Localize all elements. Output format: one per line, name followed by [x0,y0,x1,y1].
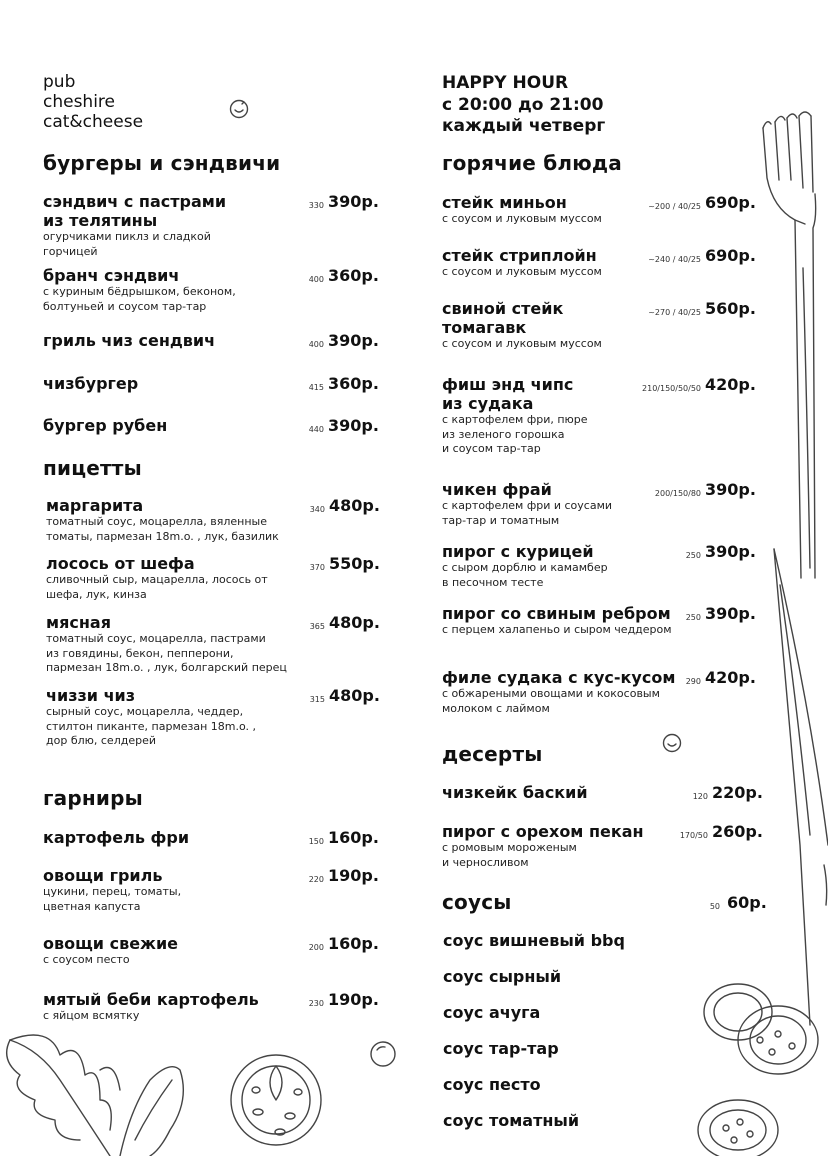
item-name: томагавк [442,318,527,337]
menu-item [46,496,279,544]
item-weight: 250 [685,551,701,560]
smiley-icon [230,100,250,120]
cucumber-illustration [688,978,828,1156]
menu-item [46,554,268,602]
menu-item [43,828,189,847]
menu-item [442,193,602,227]
menu-item [46,686,256,749]
menu-item [442,480,612,528]
item-name: из телятины [43,211,158,230]
menu-item [442,604,672,638]
item-weight: 150 [308,837,324,846]
menu-item [442,668,675,716]
happy-hour-title: HAPPY HOUR [442,73,569,93]
item-description: сырный соус, моцарелла, чеддер, [46,705,244,718]
item-description: с соусом песто [43,953,130,966]
item-weight: ~270 / 40/25 [648,308,701,317]
section-title-desserts: десерты [442,742,543,766]
item-description: болтуньей и соусом тар-тар [43,299,207,313]
item-description: томатный соус, моцарелла, вяленные [46,515,267,528]
section-title-burgers: бургеры и сэндвичи [43,151,281,175]
item-weight: 440 [308,425,324,434]
pea-illustration [370,1041,398,1069]
smiley-icon [663,734,683,754]
item-price: 390р. [705,542,756,561]
item-price: 390р. [328,416,379,435]
item-price: 690р. [705,246,756,265]
menu-item [442,375,588,457]
item-description: с картофелем фри и соусами [442,499,613,512]
item-price: 480р. [329,686,380,705]
knife-illustration [770,545,828,1025]
menu-item [43,990,259,1024]
menu-item [43,192,226,259]
menu-item [442,299,602,352]
sauce-item: соус тар-тар [443,1039,559,1058]
item-price: 360р. [328,374,379,393]
item-name: свиной стейк [442,299,564,318]
menu-item [442,542,608,590]
item-name: из судака [442,394,534,413]
item-name: чикен фрай [442,480,552,499]
item-price: 390р. [705,604,756,623]
item-description: томатный соус, моцарелла, пастрами [46,632,266,645]
item-price: 190р. [328,990,379,1009]
sauce-item: соус томатный [443,1111,580,1130]
item-weight: 340 [309,505,325,514]
item-weight: 290 [685,677,701,686]
item-description: с соусом и луковым муссом [442,212,602,225]
happy-hour-day: каждый четверг [442,116,606,136]
item-description: пармезан 18m.o. , лук, болгарский перец [46,661,287,674]
fork-illustration [755,108,828,578]
item-name: филе судака с кус-кусом [442,668,676,687]
item-description: в песочном тесте [442,575,544,589]
tomato-illustration [228,1042,328,1156]
item-name: бранч сэндвич [43,266,180,285]
brand-name [43,72,143,132]
item-weight: 220 [308,875,324,884]
item-name: чизбургер [43,374,139,393]
item-name: овощи свежие [43,934,179,953]
item-name: чиззи чиз [46,686,136,705]
item-price: 420р. [705,668,756,687]
item-description: молоком с лаймом [442,701,550,715]
item-weight: 330 [308,201,324,210]
item-weight: 365 [309,622,325,631]
sauce-item: соус сырный [443,967,562,986]
item-description: с соусом и луковым муссом [442,337,602,350]
item-price: 550р. [329,554,380,573]
menu-item [43,266,236,314]
item-description: с яйцом всмятку [43,1009,140,1022]
item-name: пирог со свиным ребром [442,604,671,623]
leaf-illustration [0,1020,200,1156]
item-description: с ромовым мороженым [442,841,577,854]
sauce-item: соус песто [443,1075,541,1094]
item-description: томаты, пармезан 18m.o. , лук, базилик [46,529,279,543]
item-price: 420р. [705,375,756,394]
item-name: сэндвич с пастрами [43,192,227,211]
item-description: с соусом и луковым муссом [442,265,602,278]
item-description: и черносливом [442,855,529,869]
item-name: овощи гриль [43,866,163,885]
sauces-price: 60р. [727,893,767,912]
item-description: цветная капуста [43,899,141,913]
item-description: с сыром дорблю и камамбер [442,561,608,574]
item-name: чизкейк баский [442,783,588,802]
item-description: из зеленого горошка [442,427,565,441]
item-price: 480р. [329,496,380,515]
item-price: 190р. [328,866,379,885]
menu-item [43,934,178,968]
item-weight: 200/150/80 [654,489,701,498]
item-price: 390р. [328,192,379,211]
item-weight: 230 [308,999,324,1008]
item-name: фиш энд чипс [442,375,574,394]
menu-item [43,374,138,393]
item-description: тар-тар и томатным [442,513,560,527]
item-description: шефа, лук, кинза [46,587,147,601]
brand-line: cat&cheese [43,112,144,132]
item-weight: 400 [308,275,324,284]
section-title-hot: горячие блюда [442,151,622,175]
menu-item [442,783,588,802]
item-weight: 370 [309,563,325,572]
item-weight: ~240 / 40/25 [648,255,701,264]
item-price: 260р. [712,822,763,841]
section-title-pizzettes: пицетты [43,456,142,480]
item-weight: 415 [308,383,324,392]
menu-item [43,866,181,914]
menu-item [442,246,602,280]
item-weight: 400 [308,340,324,349]
item-name: гриль чиз сендвич [43,331,216,350]
menu-item [46,613,287,676]
item-description: сливочный сыр, мацарелла, лосось от [46,573,268,586]
section-title-sides: гарниры [43,786,143,810]
item-description: с перцем халапеньо и сыром чеддером [442,623,672,636]
item-price: 390р. [328,331,379,350]
item-price: 360р. [328,266,379,285]
item-description: стилтон пиканте, пармезан 18m.o. , [46,719,257,733]
item-description: дор блю, селдерей [46,734,156,747]
item-name: мятый беби картофель [43,990,259,1009]
item-price: 160р. [328,934,379,953]
item-weight: 170/50 [679,831,708,840]
item-description: с обжареными овощами и кокосовым [442,687,660,700]
item-description: из говядины, бекон, пепперони, [46,646,234,660]
item-name: пирог с орехом пекан [442,822,644,841]
menu-item [43,416,167,435]
happy-hour [442,73,605,138]
menu-item [442,822,644,870]
item-weight: 120 [692,792,708,801]
section-title-sauces: соусы [442,890,512,914]
item-description: с куриным бёдрышком, беконом, [43,285,236,298]
item-price: 160р. [328,828,379,847]
item-description: цукини, перец, томаты, [43,885,182,898]
item-price: 390р. [705,480,756,499]
sauces-weight: 50 [709,902,720,911]
item-name: маргарита [46,496,144,515]
item-weight: 210/150/50/50 [642,384,701,393]
item-name: мясная [46,613,111,632]
item-name: лосось от шефа [46,554,195,573]
item-price: 480р. [329,613,380,632]
item-price: 690р. [705,193,756,212]
item-price: 220р. [712,783,763,802]
item-description: горчицей [43,244,98,258]
menu-item [43,331,215,350]
item-description: огурчиками пиклз и сладкой [43,230,211,243]
item-price: 560р. [705,299,756,318]
item-weight: 250 [685,613,701,622]
sauce-item: соус вишневый bbq [443,931,625,950]
item-weight: ~200 / 40/25 [648,202,701,211]
sauce-item: соус ачуга [443,1003,541,1022]
item-name: стейк миньон [442,193,567,212]
brand-line: pub [43,72,76,92]
item-name: пирог с курицей [442,542,594,561]
item-name: стейк стриплойн [442,246,597,265]
item-description: и соусом тар-тар [442,442,541,455]
item-weight: 200 [308,943,324,952]
item-description: с картофелем фри, пюре [442,413,588,426]
brand-line: cheshire [43,92,116,112]
happy-hour-time: с 20:00 до 21:00 [442,94,604,115]
item-name: картофель фри [43,828,190,847]
item-name: бургер рубен [43,416,168,435]
item-weight: 315 [309,695,325,704]
